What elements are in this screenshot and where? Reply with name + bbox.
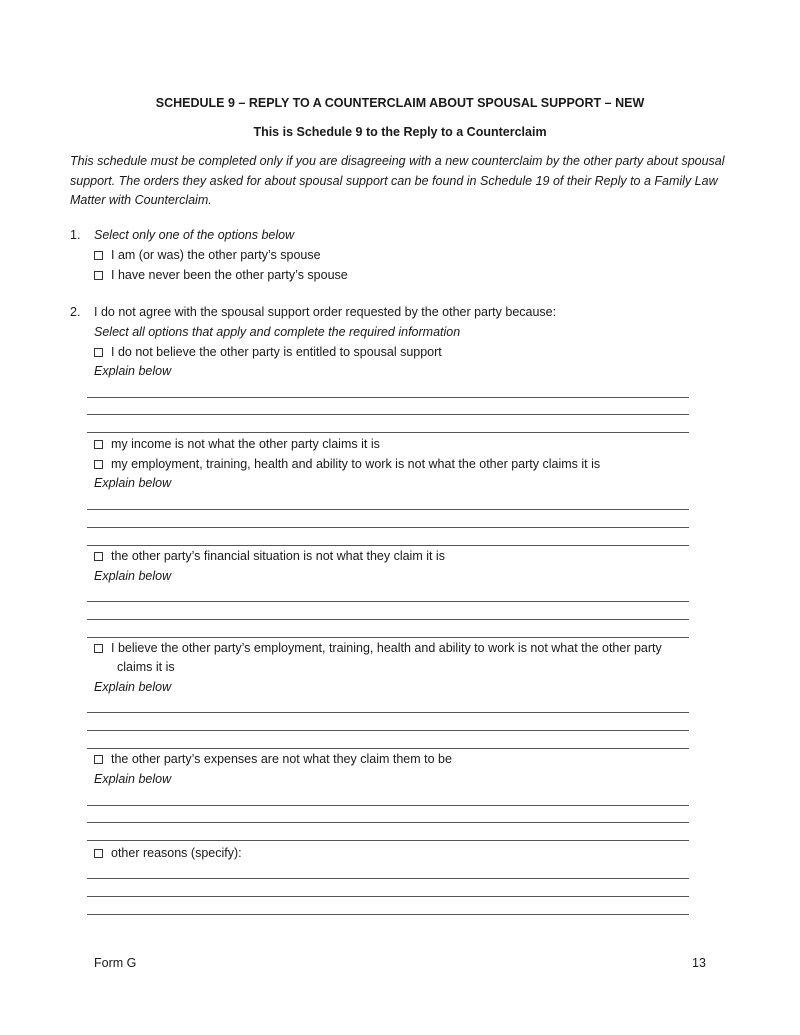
answer-line[interactable] [87,509,689,510]
explain-label: Explain below [94,364,172,378]
explain-label: Explain below [94,680,172,694]
answer-line[interactable] [87,601,689,602]
q1-instruction: Select only one of the options below [94,228,295,242]
option-label: my income is not what the other party claims it is [111,437,380,451]
q2-option-other-employment[interactable] [94,641,662,655]
option-label: I do not believe the other party is entitled to spousal support [111,345,442,359]
answer-line[interactable] [87,637,689,638]
answer-line[interactable] [87,414,689,415]
answer-line[interactable] [87,914,689,915]
checkbox-icon[interactable] [94,460,103,469]
q2-option-employment[interactable] [94,457,600,471]
page-number: 13 [692,956,706,970]
option-label: the other party’s financial situation is not what they claim it is [111,549,445,563]
q1-option-never-spouse[interactable] [94,268,348,282]
checkbox-icon[interactable] [94,644,103,653]
option-label-continued: claims it is [117,660,175,674]
option-label: my employment, training, health and ability to work is not what the other party claims it is [111,457,601,471]
page-subtitle: This is Schedule 9 to the Reply to a Counterclaim [253,125,547,139]
checkbox-icon[interactable] [94,348,103,357]
q2-instruction: Select all options that apply and complete the required information [94,325,461,339]
q2-option-income[interactable] [94,437,380,451]
answer-line[interactable] [87,805,689,806]
q2-option-not-entitled[interactable] [94,345,442,359]
answer-line[interactable] [87,527,689,528]
answer-line[interactable] [87,748,689,749]
option-label: other reasons (specify): [111,846,242,860]
answer-line[interactable] [87,822,689,823]
checkbox-icon[interactable] [94,755,103,764]
explain-label: Explain below [94,772,172,786]
q2-number: 2. [70,305,81,319]
q1-option-spouse[interactable] [94,248,321,262]
answer-line[interactable] [87,840,689,841]
q2-text: I do not agree with the spousal support order requested by the other party because: [94,305,557,319]
checkbox-icon[interactable] [94,552,103,561]
form-name: Form G [94,956,137,970]
answer-line[interactable] [87,432,689,433]
answer-line[interactable] [87,896,689,897]
intro-text: This schedule must be completed only if you are disagreeing with a new counterclaim by the other party about spousal support. The orders they asked for about spousal support can be found in Schedule 19 of their Reply to a Family Law Matter with Counterclaim. [70,154,725,207]
option-label: the other party’s expenses are not what they claim them to be [111,752,452,766]
option-label: I have never been the other party’s spouse [111,268,348,282]
explain-label: Explain below [94,569,172,583]
option-label: I believe the other party’s employment, training, health and ability to work is not what the other party [111,641,662,655]
answer-line[interactable] [87,397,689,398]
q2-option-expenses[interactable] [94,752,452,766]
checkbox-icon[interactable] [94,271,103,280]
page-title: SCHEDULE 9 – REPLY TO A COUNTERCLAIM ABOUT SPOUSAL SUPPORT – NEW [155,96,645,110]
answer-line[interactable] [87,712,689,713]
answer-line[interactable] [87,619,689,620]
q2-option-other-reasons[interactable] [94,846,242,860]
checkbox-icon[interactable] [94,849,103,858]
answer-line[interactable] [87,730,689,731]
explain-label: Explain below [94,476,172,490]
answer-line[interactable] [87,878,689,879]
q1-number: 1. [70,228,81,242]
option-label: I am (or was) the other party’s spouse [111,248,321,262]
q2-option-financial[interactable] [94,549,445,563]
checkbox-icon[interactable] [94,251,103,260]
checkbox-icon[interactable] [94,440,103,449]
answer-line[interactable] [87,545,689,546]
